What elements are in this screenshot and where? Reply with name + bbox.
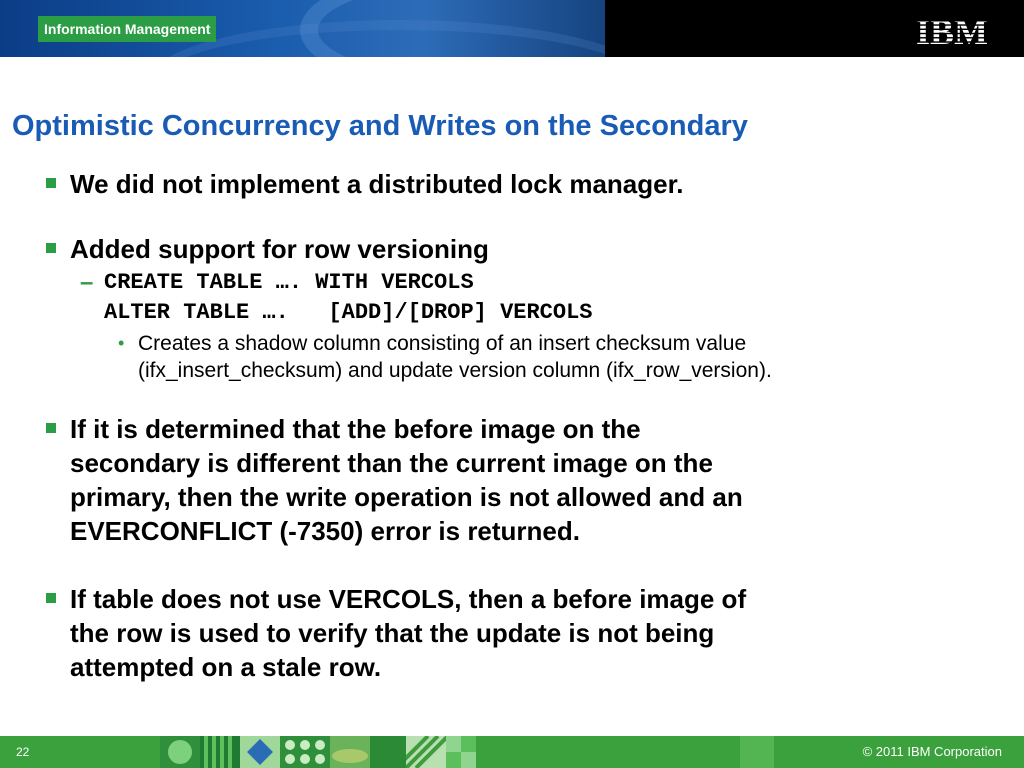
square-bullet-icon bbox=[46, 593, 56, 603]
stripes-tile-icon bbox=[200, 736, 240, 768]
code-line: CREATE TABLE …. WITH VERCOLS bbox=[104, 270, 474, 295]
code-sub-item bbox=[80, 268, 880, 328]
square-bullet-icon bbox=[46, 423, 56, 433]
bullet-item bbox=[46, 412, 926, 548]
bullet-item bbox=[46, 167, 926, 201]
block-tile-icon bbox=[740, 736, 774, 768]
square-bullet-icon bbox=[46, 243, 56, 253]
brand-label: Information Management bbox=[38, 16, 216, 42]
bullet-line: If it is determined that the before image on the bbox=[70, 414, 641, 444]
detail-line: (ifx_insert_checksum) and update version column (ifx_row_version). bbox=[138, 359, 772, 382]
copyright-text: © 2011 IBM Corporation bbox=[862, 744, 1002, 759]
bullet-line: primary, then the write operation is not allowed and an bbox=[70, 482, 743, 512]
bullet-line: attempted on a stale row. bbox=[70, 652, 382, 682]
bullet-line: secondary is different than the current image on the bbox=[70, 448, 713, 478]
bullet-text: Added support for row versioning bbox=[70, 234, 489, 264]
ibm-logo bbox=[910, 13, 994, 47]
landscape-tile-icon bbox=[330, 736, 370, 768]
bullet-line: EVERCONFLICT (-7350) error is returned. bbox=[70, 516, 580, 546]
dash-bullet-icon: – bbox=[80, 269, 94, 296]
dot-bullet-icon: • bbox=[118, 333, 125, 353]
footer-band bbox=[0, 736, 1024, 768]
diagonal-tile-icon bbox=[406, 736, 446, 768]
circle-tile-icon bbox=[160, 736, 200, 768]
dots-tile-icon bbox=[280, 736, 330, 768]
square-bullet-icon bbox=[46, 178, 56, 188]
bullet-line: the row is used to verify that the update is not being bbox=[70, 618, 715, 648]
detail-sub-item bbox=[118, 330, 918, 384]
bullet-text: We did not implement a distributed lock manager. bbox=[70, 169, 684, 199]
page-number: 22 bbox=[16, 745, 30, 759]
svg-text:IBM: IBM bbox=[916, 13, 988, 47]
bullet-item bbox=[46, 582, 926, 684]
bullet-item bbox=[46, 232, 926, 266]
grid-tile-icon bbox=[446, 736, 476, 768]
diamond-tile-icon bbox=[240, 736, 280, 768]
light-tile-icon bbox=[370, 736, 406, 768]
detail-line: Creates a shadow column consisting of an insert checksum value bbox=[138, 332, 747, 355]
header-band bbox=[0, 0, 1024, 57]
slide-title: Optimistic Concurrency and Writes on the Secondary bbox=[12, 110, 748, 142]
bullet-line: If table does not use VERCOLS, then a before image of bbox=[70, 584, 747, 614]
code-line: ALTER TABLE …. [ADD]/[DROP] VERCOLS bbox=[104, 300, 593, 325]
